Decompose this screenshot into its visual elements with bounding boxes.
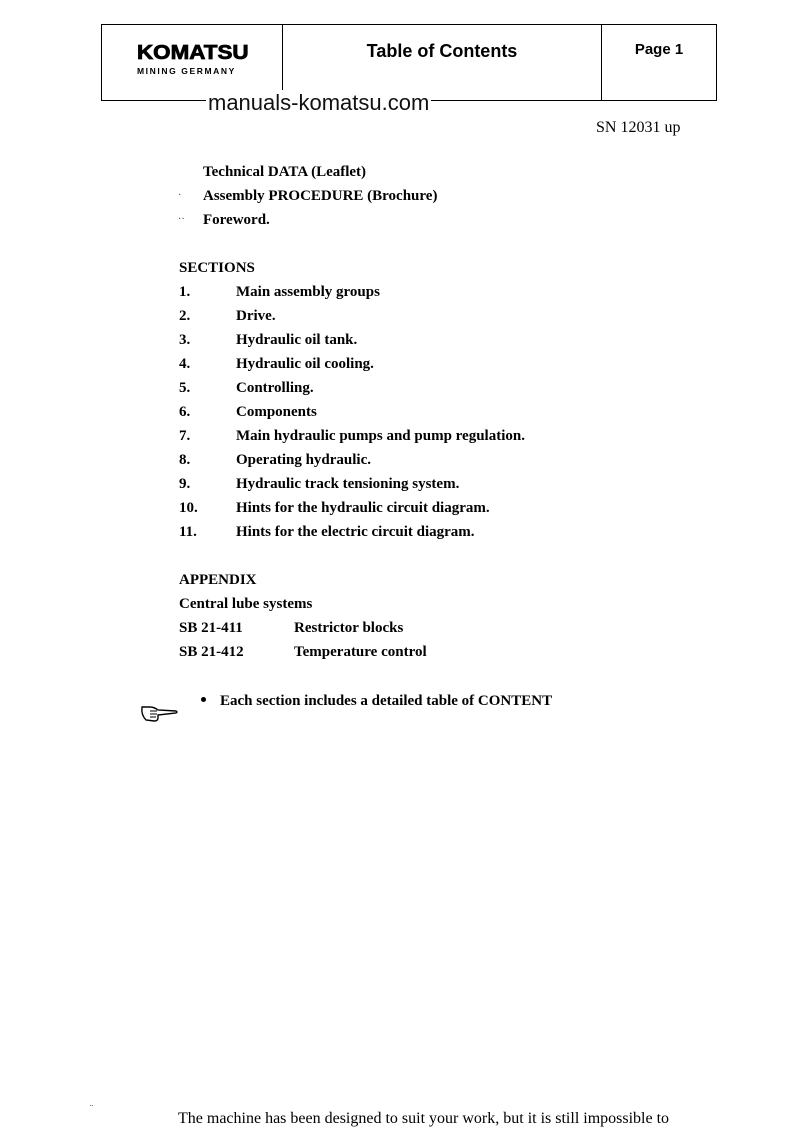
appendix-code: SB 21-411 — [179, 620, 243, 636]
list-dot: ·· — [178, 214, 185, 225]
footer-text: The machine has been designed to suit your work, but it is still impossible to — [178, 1110, 670, 1127]
pointing-hand-icon — [140, 703, 180, 725]
section-number: 10. — [179, 500, 198, 516]
section-number: 7. — [179, 428, 191, 444]
intro-item: Foreword. — [203, 212, 270, 228]
section-number: 9. — [179, 476, 191, 492]
page-number-cell — [602, 25, 716, 100]
scan-mark: ¨ — [90, 1103, 93, 1113]
section-label: Hydraulic track tensioning system. — [236, 476, 460, 492]
appendix-label: Restrictor blocks — [294, 620, 404, 636]
sections-heading: SECTIONS — [179, 260, 255, 276]
section-number: 4. — [179, 356, 191, 372]
intro-item: Assembly PROCEDURE (Brochure) — [203, 188, 438, 204]
title-cell — [283, 25, 602, 100]
section-number: 11. — [179, 524, 197, 540]
section-label: Hints for the hydraulic circuit diagram. — [236, 500, 490, 516]
section-number: 8. — [179, 452, 191, 468]
appendix-code: SB 21-412 — [179, 644, 244, 660]
section-label: Hydraulic oil cooling. — [236, 356, 374, 372]
section-number: 3. — [179, 332, 191, 348]
page-number: Page 1 — [634, 41, 684, 58]
section-label: Drive. — [236, 308, 276, 324]
appendix-heading: APPENDIX — [179, 572, 257, 588]
bullet-point — [201, 697, 206, 702]
section-number: 2. — [179, 308, 191, 324]
intro-item: Technical DATA (Leaflet) — [203, 164, 367, 180]
watermark-link[interactable]: manuals-komatsu.com — [208, 90, 430, 115]
serial-number: SN 12031 up — [596, 119, 681, 136]
section-label: Controlling. — [236, 380, 314, 396]
logo-subtitle: MINING GERMANY — [137, 66, 236, 76]
section-label: Main assembly groups — [236, 284, 380, 300]
appendix-subheading: Central lube systems — [179, 596, 313, 612]
list-dot: · — [178, 190, 182, 201]
section-label: Hints for the electric circuit diagram. — [236, 524, 475, 540]
section-number: 1. — [179, 284, 191, 300]
section-label: Operating hydraulic. — [236, 452, 372, 468]
section-label: Hydraulic oil tank. — [236, 332, 358, 348]
appendix-label: Temperature control — [294, 644, 427, 660]
section-label: Components — [236, 404, 317, 420]
komatsu-logo: KOMATSU — [137, 42, 249, 64]
section-number: 5. — [179, 380, 191, 396]
section-label: Main hydraulic pumps and pump regulation. — [236, 428, 525, 444]
logo-cell — [102, 25, 283, 100]
section-number: 6. — [179, 404, 191, 420]
page-title: Table of Contents — [366, 41, 518, 61]
note-text: Each section includes a detailed table of CONTENT — [220, 693, 553, 709]
